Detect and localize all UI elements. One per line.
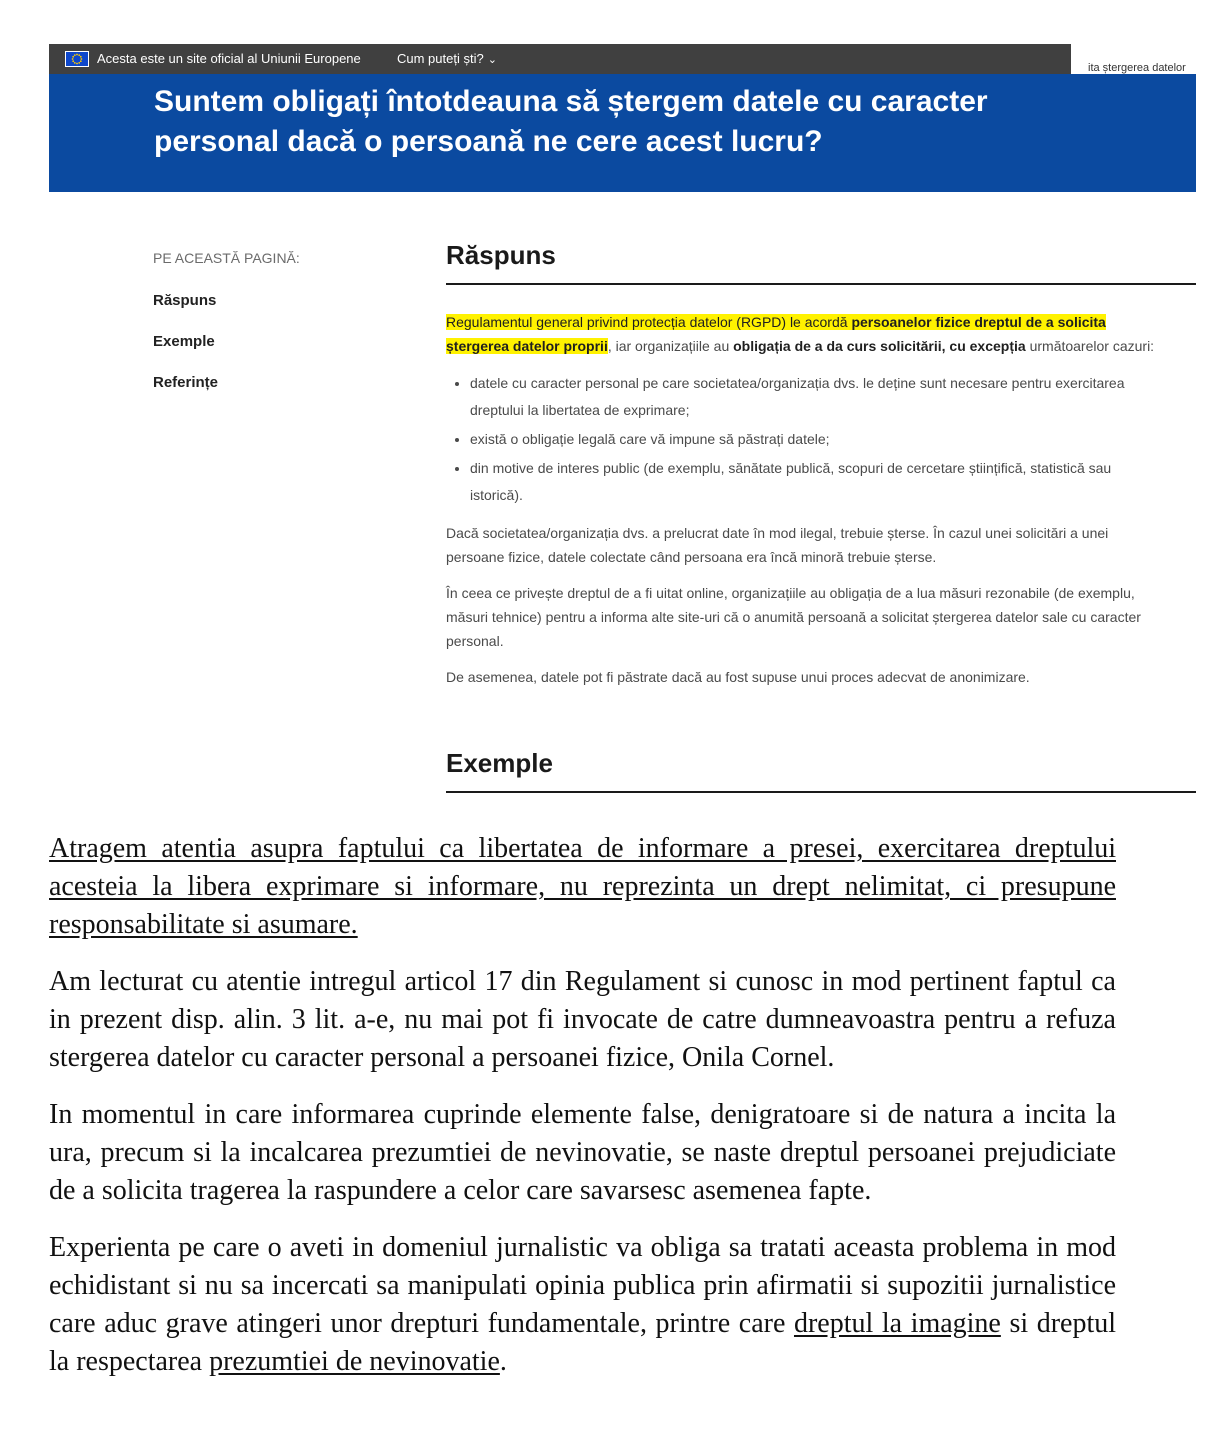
answer-paragraph-4: De asemenea, datele pot fi păstrate dacă au fost supuse unui proces adecvat de anonimizare. <box>446 669 1030 685</box>
answer-p1-mid: , iar organizațiile au <box>607 338 730 354</box>
how-to-know-label: Cum puteți ști? <box>397 51 484 66</box>
exceptions-list <box>446 370 1166 509</box>
how-to-know-button[interactable] <box>397 51 497 66</box>
section-title-exemple: Exemple <box>446 748 1196 793</box>
list-item: • din motive de interes public (de exemplu, sănătate publică, scopuri de cercetare științifică, statistică sau istorică). <box>470 455 1166 509</box>
answer-p1-bold: obligația de a da curs solicitării, cu excepția <box>733 338 1026 354</box>
letter-p4-underline-1: dreptul la imagine <box>793 1308 1001 1339</box>
page-title: Suntem obligați întotdeauna să ștergem datele cu caracter personal dacă o persoană ne cere acest lucru? <box>154 85 988 158</box>
highlight-text: Regulamentul general privind protecția datelor (RGPD) le acordă <box>446 314 848 330</box>
answer-paragraph-1 <box>446 310 1166 358</box>
list-item: • datele cu caracter personal pe care societatea/organizația dvs. le deține sunt necesare pentru exercitarea dreptului la libertatea de exprimare; <box>470 370 1166 424</box>
web-screenshot <box>49 44 1196 804</box>
eu-official-bar <box>49 44 1071 74</box>
letter-p4-mid: si dreptul la respectarea <box>49 1308 1117 1377</box>
eu-official-text: Acesta este un site oficial al Uniunii Europene <box>97 51 361 66</box>
answer-paragraph-3: În ceea ce privește dreptul de a fi uitat online, organizațiile au obligația de a lua măsuri rezonabile (de exemplu, măsuri tehnice) pentru a informa alte site-uri că o anumită persoană a solicitat ștergerea datelor sale cu caracter personal. <box>446 585 1141 649</box>
chevron-down-icon: ⌄ <box>487 54 497 66</box>
eu-flag-icon <box>65 51 89 67</box>
highlight-bold-text: persoanelor fizice dreptul de a solicita ștergerea datelor proprii <box>446 314 1106 354</box>
letter-body <box>49 830 1116 1400</box>
section-title-raspuns: Răspuns <box>446 240 1196 285</box>
letter-paragraph-3: In momentul in care informarea cuprinde elemente false, denigratoare si de natura a incita la ura, precum si la incalcarea prezumtiei de nevinovatie, se naste dreptul persoanei prejudiciate de a solicita tragerea la raspundere a celor care savarsesc asemenea fapte. <box>49 1099 1116 1206</box>
toc-heading: PE ACEASTĂ PAGINĂ: <box>153 250 300 266</box>
letter-p4-end: . <box>499 1346 507 1377</box>
answer-content <box>446 310 1166 701</box>
toc-item-raspuns[interactable]: Răspuns <box>153 292 217 309</box>
answer-p1-end: următoarelor cazuri: <box>1029 338 1155 354</box>
letter-paragraph-4 <box>49 1229 1116 1381</box>
letter-paragraph-1: Atragem atentia asupra faptului ca libertatea de informare a presei, exercitarea dreptului acesteia la libera exprimare si informare, nu reprezinta un drept nelimitat, ci presupune responsabilitate si asumare. <box>49 833 1116 940</box>
answer-paragraph-2: Dacă societatea/organizația dvs. a prelucrat date în mod ilegal, trebuie șterse. În cazul unei solicitări a unei persoane fizice, datele colectate când persoana era încă minoră trebuie șterse. <box>446 525 1109 565</box>
letter-p4-underline-2: prezumtiei de nevinovatie <box>209 1346 500 1377</box>
list-item: • există o obligație legală care vă impune să păstrați datele; <box>470 426 1166 453</box>
hero-banner <box>49 74 1196 192</box>
letter-paragraph-2: Am lecturat cu atentie intregul articol 17 din Regulament si cunosc in mod pertinent faptul ca in prezent disp. alin. 3 lit. a-e, nu mai pot fi invocate de catre dumneavoastra pentru a refuza stergerea datelor cu caracter personal a persoanei fizice, Onila Cornel. <box>49 966 1116 1073</box>
letter-p4-start: Experienta pe care o aveti in domeniul jurnalistic va obliga sa tratati aceasta problema in mod echidistant si nu sa incercati sa manipulati opinia publica prin afirmatii si supozitii jurnalistice care aduc grave atingeri unor drepturi fundamentale, printre care <box>49 1232 1116 1339</box>
toc-item-referinte[interactable]: Referințe <box>153 374 219 391</box>
toc-item-exemple[interactable]: Exemple <box>153 333 215 350</box>
search-chip-text: ita ștergerea datelor <box>1088 62 1186 74</box>
